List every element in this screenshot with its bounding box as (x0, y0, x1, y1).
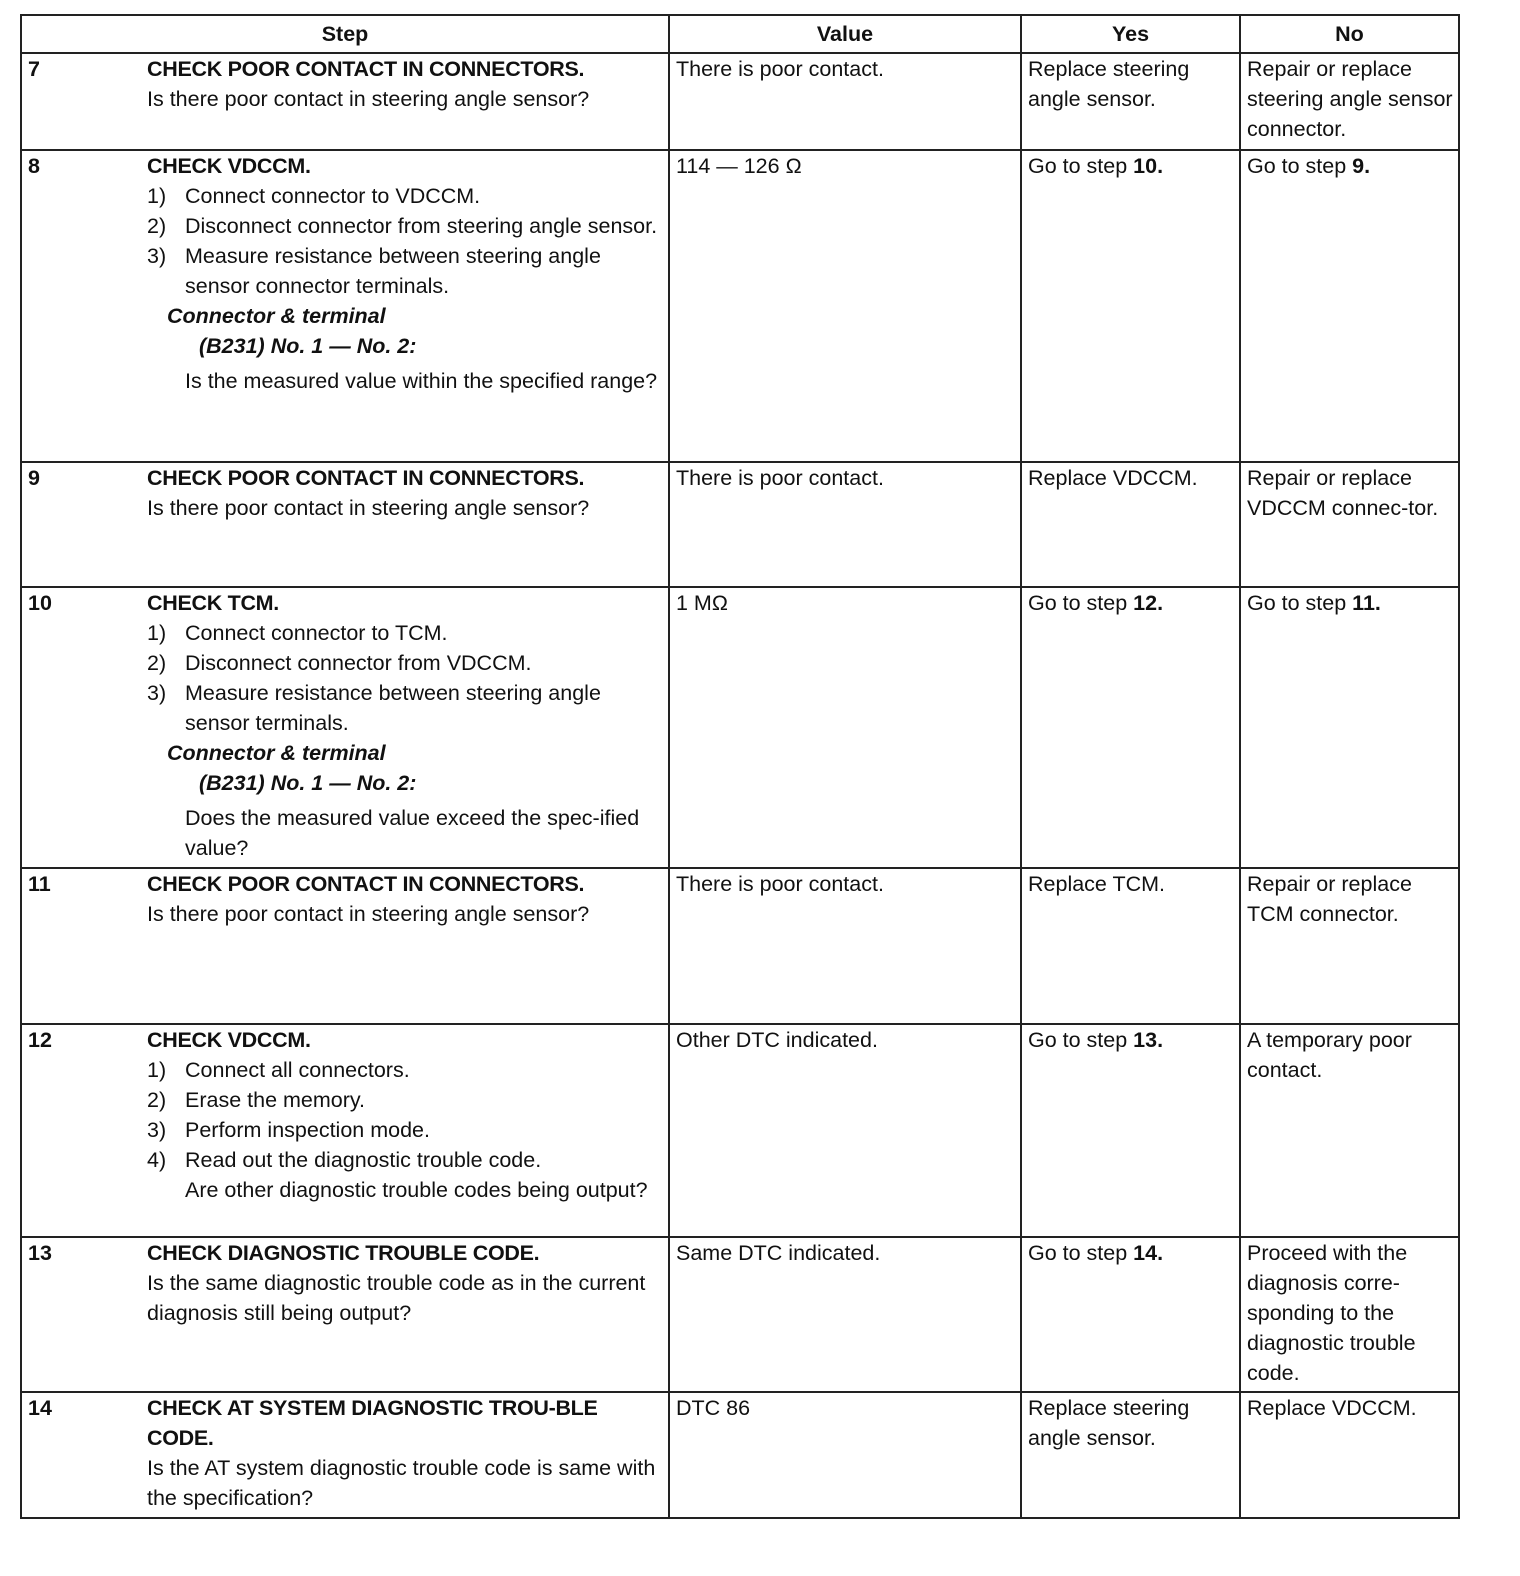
no-cell: Repair or replace VDCCM connec-tor. (1240, 462, 1459, 587)
list-item (147, 181, 666, 211)
table-row (21, 1024, 1459, 1237)
yes-prefix: Go to step (1028, 154, 1134, 178)
step-question: Does the measured value exceed the spec-ified value? (185, 806, 640, 860)
step-heading: CHECK VDCCM. (147, 154, 311, 178)
step-number: 11 (21, 868, 147, 1024)
table-row (21, 587, 1459, 868)
no-cell (1240, 587, 1459, 868)
value-cell: DTC 86 (669, 1392, 1021, 1518)
substep-list (147, 181, 666, 301)
no-step-ref: 9. (1352, 154, 1371, 178)
substep-number: 4) (147, 1148, 167, 1172)
step-number: 9 (21, 462, 147, 587)
yes-cell: Replace steering angle sensor. (1021, 53, 1240, 150)
value-cell: There is poor contact. (669, 462, 1021, 587)
table-row (21, 868, 1459, 1024)
substep-number: 3) (147, 1118, 167, 1142)
substep-list (147, 618, 666, 738)
table-row (21, 1237, 1459, 1392)
substep-number: 3) (147, 244, 167, 268)
step-body (147, 462, 669, 587)
no-cell: Replace VDCCM. (1240, 1392, 1459, 1518)
connector-value: (B231) No. 1 — No. 2: (199, 771, 417, 795)
value-cell: 1 MΩ (669, 587, 1021, 868)
substep-number: 2) (147, 1088, 167, 1112)
list-item (147, 241, 666, 301)
substep-text: Erase the memory. (185, 1088, 366, 1112)
step-question: Is there poor contact in steering angle sensor? (147, 87, 590, 111)
list-item (147, 1145, 666, 1175)
yes-prefix: Go to step (1028, 591, 1134, 615)
step-question: Is the measured value within the specified range? (185, 369, 658, 393)
step-heading: CHECK TCM. (147, 591, 279, 615)
table-row (21, 150, 1459, 462)
yes-prefix: Go to step (1028, 1241, 1134, 1265)
step-question: Is the AT system diagnostic trouble code is same with the specification? (147, 1456, 656, 1510)
step-body (147, 1237, 669, 1392)
list-item (147, 1085, 666, 1115)
no-cell: A temporary poor contact. (1240, 1024, 1459, 1237)
substep-text: Disconnect connector from steering angle sensor. (185, 214, 658, 238)
yes-cell (1021, 150, 1240, 462)
step-number: 10 (21, 587, 147, 868)
substep-number: 1) (147, 621, 167, 645)
step-heading: CHECK POOR CONTACT IN CONNECTORS. (147, 466, 585, 490)
substep-number: 2) (147, 651, 167, 675)
yes-step-ref: 10. (1133, 154, 1164, 178)
substep-number: 1) (147, 184, 167, 208)
no-prefix: Go to step (1247, 591, 1353, 615)
step-question: Is there poor contact in steering angle sensor? (147, 902, 590, 926)
step-heading: CHECK POOR CONTACT IN CONNECTORS. (147, 57, 585, 81)
step-number: 12 (21, 1024, 147, 1237)
no-prefix: Go to step (1247, 154, 1353, 178)
list-item (147, 1055, 666, 1085)
step-number: 13 (21, 1237, 147, 1392)
step-number: 7 (21, 53, 147, 150)
yes-cell: Replace TCM. (1021, 868, 1240, 1024)
no-cell: Repair or replace steering angle sensor connector. (1240, 53, 1459, 150)
header-step: Step (21, 15, 669, 53)
list-item (147, 211, 666, 241)
step-question: Are other diagnostic trouble codes being output? (185, 1178, 648, 1202)
step-body (147, 868, 669, 1024)
table-row (21, 53, 1459, 150)
yes-step-ref: 14. (1133, 1241, 1164, 1265)
step-body (147, 1392, 669, 1518)
substep-number: 1) (147, 1058, 167, 1082)
substep-text: Connect all connectors. (185, 1058, 410, 1082)
connector-label: Connector & terminal (167, 741, 386, 765)
step-heading: CHECK AT SYSTEM DIAGNOSTIC TROU-BLE CODE. (147, 1396, 598, 1450)
header-yes: Yes (1021, 15, 1240, 53)
substep-text: Read out the diagnostic trouble code. (185, 1148, 542, 1172)
value-cell: There is poor contact. (669, 53, 1021, 150)
list-item (147, 678, 666, 738)
connector-value: (B231) No. 1 — No. 2: (199, 334, 417, 358)
step-question: Is the same diagnostic trouble code as in the current diagnosis still being output? (147, 1271, 646, 1325)
value-cell: There is poor contact. (669, 868, 1021, 1024)
yes-step-ref: 12. (1133, 591, 1164, 615)
yes-cell: Replace steering angle sensor. (1021, 1392, 1240, 1518)
step-question: Is there poor contact in steering angle sensor? (147, 496, 590, 520)
table-row (21, 462, 1459, 587)
substep-text: Perform inspection mode. (185, 1118, 430, 1142)
yes-cell (1021, 587, 1240, 868)
step-body (147, 587, 669, 868)
diagnostic-table (20, 14, 1460, 1519)
step-number: 8 (21, 150, 147, 462)
header-no: No (1240, 15, 1459, 53)
header-row (21, 15, 1459, 53)
list-item (147, 648, 666, 678)
step-heading: CHECK POOR CONTACT IN CONNECTORS. (147, 872, 585, 896)
yes-cell: Replace VDCCM. (1021, 462, 1240, 587)
yes-cell (1021, 1024, 1240, 1237)
yes-prefix: Go to step (1028, 1028, 1134, 1052)
table-row (21, 1392, 1459, 1518)
substep-text: Disconnect connector from VDCCM. (185, 651, 532, 675)
yes-step-ref: 13. (1133, 1028, 1164, 1052)
step-number: 14 (21, 1392, 147, 1518)
no-cell: Proceed with the diagnosis corre-sponding to the diagnostic trouble code. (1240, 1237, 1459, 1392)
value-cell: Other DTC indicated. (669, 1024, 1021, 1237)
step-body (147, 1024, 669, 1237)
no-step-ref: 11. (1352, 591, 1381, 615)
header-value: Value (669, 15, 1021, 53)
list-item (147, 618, 666, 648)
value-cell: Same DTC indicated. (669, 1237, 1021, 1392)
step-heading: CHECK VDCCM. (147, 1028, 311, 1052)
substep-text: Connect connector to VDCCM. (185, 184, 481, 208)
step-heading: CHECK DIAGNOSTIC TROUBLE CODE. (147, 1241, 540, 1265)
no-cell: Repair or replace TCM connector. (1240, 868, 1459, 1024)
yes-cell (1021, 1237, 1240, 1392)
no-cell (1240, 150, 1459, 462)
substep-number: 3) (147, 681, 167, 705)
substep-number: 2) (147, 214, 167, 238)
step-body (147, 53, 669, 150)
list-item (147, 1115, 666, 1145)
substep-list (147, 1055, 666, 1175)
substep-text: Measure resistance between steering angle sensor terminals. (185, 681, 601, 735)
substep-text: Measure resistance between steering angle sensor connector terminals. (185, 244, 601, 298)
value-cell: 114 — 126 Ω (669, 150, 1021, 462)
substep-text: Connect connector to TCM. (185, 621, 448, 645)
connector-label: Connector & terminal (167, 304, 386, 328)
step-body (147, 150, 669, 462)
